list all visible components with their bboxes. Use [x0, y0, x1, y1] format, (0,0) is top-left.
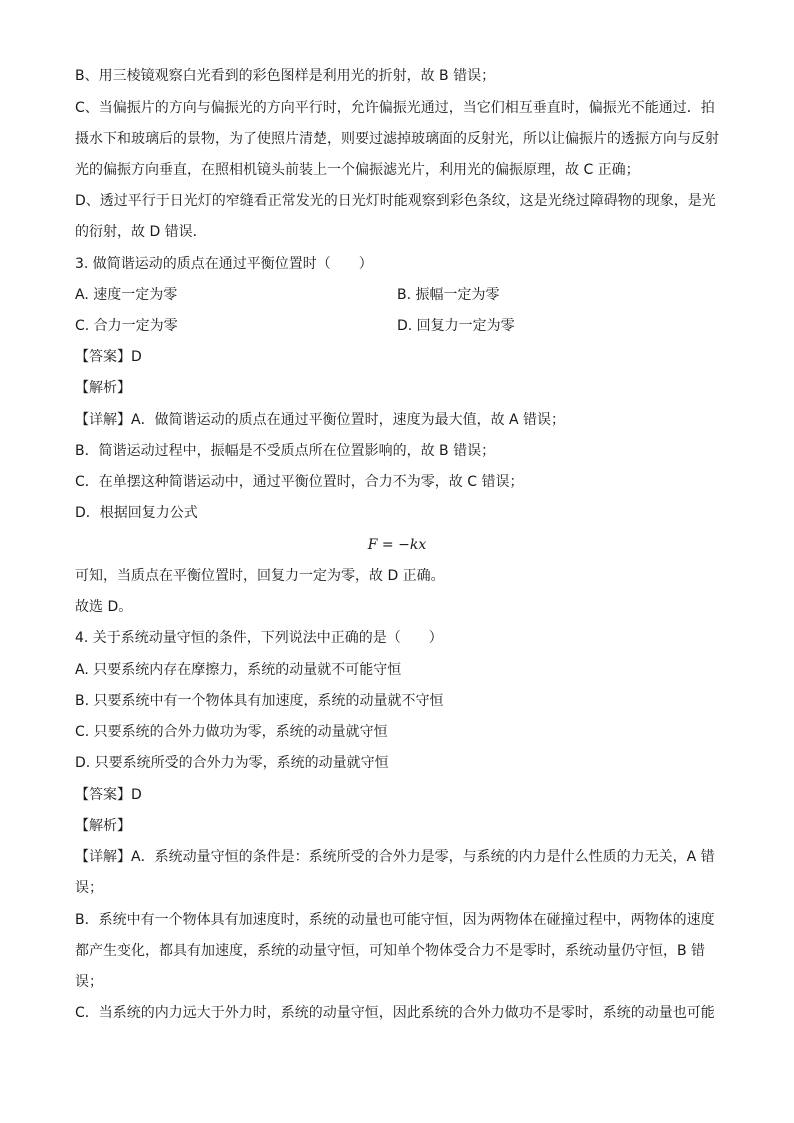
question-3-option-a: A. 速度一定为零 — [75, 287, 178, 303]
text-line: 光的偏振方向垂直，在照相机镜头前装上一个偏振滤光片，利用光的偏振原理，故 C 正确； — [75, 162, 640, 178]
question-3-conclusion: 可知，当质点在平衡位置时，回复力一定为零，故 D 正确。 — [75, 568, 445, 584]
question-3-detail-b: B．简谐运动过程中，振幅是不受质点所在位置影响的，故 B 错误； — [75, 443, 496, 459]
question-4-detail-a-cont: 误； — [75, 880, 103, 896]
question-4-detail-b-cont: 都产生变化，都具有加速度，系统的动量守恒，可知单个物体受合力不是零时，系统动量仍守恒，B 错 — [75, 943, 706, 959]
question-4-answer: 【答案】D — [75, 787, 142, 803]
question-4-stem: 4. 关于系统动量守恒的条件，下列说法中正确的是（ ） — [75, 630, 443, 646]
restoring-force-formula: F = −kx — [367, 537, 427, 553]
question-4-option-a: A. 只要系统内存在摩擦力，系统的动量就不可能守恒 — [75, 662, 402, 678]
question-4-detail-b-end: 误； — [75, 974, 103, 990]
question-3-option-d: D. 回复力一定为零 — [397, 318, 515, 334]
question-3-choice: 故选 D。 — [75, 599, 133, 615]
question-3-stem: 3. 做简谐运动的质点在通过平衡位置时（ ） — [75, 256, 373, 272]
question-4-option-b: B. 只要系统中有一个物体具有加速度，系统的动量就不守恒 — [75, 693, 444, 709]
text-line: B、用三棱镜观察白光看到的彩色图样是利用光的折射，故 B 错误； — [75, 68, 496, 84]
question-4-option-c: C. 只要系统的合外力做功为零，系统的动量就守恒 — [75, 724, 388, 740]
question-3-option-c: C. 合力一定为零 — [75, 318, 178, 334]
question-4-detail-b: B．系统中有一个物体具有加速度时，系统的动量也可能守恒，因为两物体在碰撞过程中，两物体的速度 — [75, 912, 715, 928]
question-3-answer: 【答案】D — [75, 349, 142, 365]
question-4-detail-c: C．当系统的内力远大于外力时，系统的动量守恒，因此系统的合外力做功不是零时，系统的动量也可能 — [75, 1005, 715, 1021]
question-4-option-d: D. 只要系统所受的合外力为零，系统的动量就守恒 — [75, 755, 389, 771]
question-3-analysis-heading: 【解析】 — [75, 380, 131, 396]
question-3-option-b: B. 振幅一定为零 — [397, 287, 500, 303]
text-line: 的衍射，故 D 错误． — [75, 224, 207, 240]
question-3-detail-c: C．在单摆这种简谐运动中，通过平衡位置时，合力不为零，故 C 错误； — [75, 474, 524, 490]
text-line: 摄水下和玻璃后的景物，为了使照片清楚，则要过滤掉玻璃面的反射光，所以让偏振片的透振方向与反射 — [75, 131, 719, 147]
text-line: C、当偏振片的方向与偏振光的方向平行时，允许偏振光通过，当它们相互垂直时，偏振光不能通过．拍 — [75, 100, 715, 116]
question-4-detail-a: 【详解】A．系统动量守恒的条件是：系统所受的合外力是零，与系统的内力是什么性质的力无关，A 错 — [75, 849, 715, 865]
question-3-detail-d: D．根据回复力公式 — [75, 505, 198, 521]
question-3-detail-a: 【详解】A．做简谐运动的质点在通过平衡位置时，速度为最大值，故 A 错误； — [75, 412, 566, 428]
text-line: D、透过平行于日光灯的窄缝看正常发光的日光灯时能观察到彩色条纹，这是光绕过障碍物的现象，是光 — [75, 193, 716, 209]
question-4-analysis-heading: 【解析】 — [75, 818, 131, 834]
